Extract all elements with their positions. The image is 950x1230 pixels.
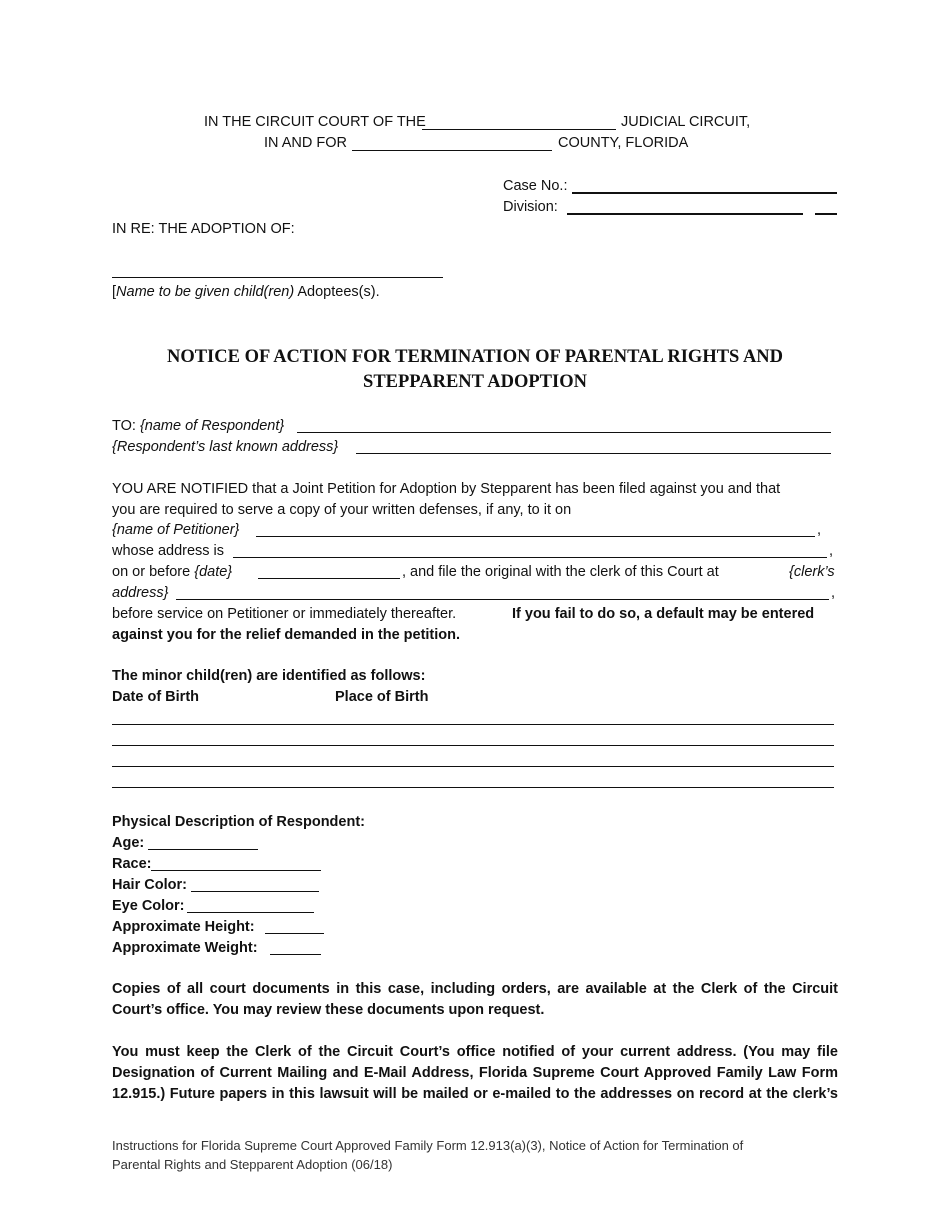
pob-column-label: Place of Birth xyxy=(335,689,429,705)
document-title xyxy=(112,345,838,395)
copies-line-1: Copies of all court documents in this case, including orders, are available at the Clerk of the Circuit xyxy=(112,981,838,997)
case-no-field[interactable] xyxy=(572,192,837,194)
children-heading: The minor child(ren) are identified as follows: xyxy=(112,668,426,684)
adoptee-name-field[interactable] xyxy=(112,277,443,278)
address-label: address} xyxy=(112,585,169,601)
hair-color-field[interactable] xyxy=(191,891,319,892)
keep-notified-line-3: 12.915.) Future papers in this lawsuit will be mailed or e-mailed to the addresses on record at the clerk’s xyxy=(112,1086,838,1102)
eye-color-label: Eye Color: xyxy=(112,898,185,914)
keep-notified-paragraph xyxy=(112,1042,838,1105)
clerk-address-comma: , xyxy=(831,585,836,601)
child-row-2[interactable] xyxy=(112,745,834,746)
before-service-text: before service on Petitioner or immediately thereafter. xyxy=(112,606,457,622)
respondent-name-label: {name of Respondent} xyxy=(139,418,285,434)
weight-field[interactable] xyxy=(270,954,321,955)
title-line-2: STEPPARENT ADOPTION xyxy=(363,372,587,392)
bracket-open: [ xyxy=(112,284,117,300)
eye-color-field[interactable] xyxy=(187,912,314,913)
page-footer xyxy=(112,1136,838,1174)
file-original-text: , and file the original with the clerk of this Court at xyxy=(402,564,719,580)
respondent-name-field[interactable] xyxy=(297,432,831,433)
child-row-4[interactable] xyxy=(112,787,834,788)
height-label: Approximate Height: xyxy=(112,919,255,935)
in-re-label: IN RE: THE ADOPTION OF: xyxy=(112,221,295,237)
county-caption-prefix: IN AND FOR xyxy=(264,135,347,151)
on-or-before-label: on or before xyxy=(112,564,195,580)
petitioner-name-field[interactable] xyxy=(256,536,815,537)
clerk-address-field[interactable] xyxy=(176,599,829,600)
adoptee-caption xyxy=(112,282,380,303)
date-field[interactable] xyxy=(258,578,400,579)
to-line xyxy=(112,416,284,437)
circuit-blank[interactable] xyxy=(422,129,616,130)
address-comma: , xyxy=(829,543,834,559)
age-label: Age: xyxy=(112,835,145,851)
adoptee-italic: Name to be given child(ren) xyxy=(116,284,295,300)
footer-line-2: Parental Rights and Stepparent Adoption (06/18) xyxy=(112,1157,393,1172)
description-heading: Physical Description of Respondent: xyxy=(112,814,365,830)
to-label: TO: xyxy=(112,418,140,434)
division-field-extra[interactable] xyxy=(815,213,837,215)
copies-line-2: Court’s office. You may review these documents upon request. xyxy=(112,1002,545,1018)
race-label: Race: xyxy=(112,856,152,872)
court-caption-prefix: IN THE CIRCUIT COURT OF THE xyxy=(204,114,426,130)
weight-label: Approximate Weight: xyxy=(112,940,258,956)
dob-column-label: Date of Birth xyxy=(112,689,199,705)
age-field[interactable] xyxy=(148,849,258,850)
respondent-address-field[interactable] xyxy=(356,453,831,454)
county-caption-suffix: COUNTY, FLORIDA xyxy=(558,135,689,151)
keep-notified-line-2: Designation of Current Mailing and E-Mail Address, Florida Supreme Court Approved Family Law Form xyxy=(112,1065,838,1081)
default-warning-2: against you for the relief demanded in the petition. xyxy=(112,627,461,643)
petitioner-address-field[interactable] xyxy=(233,557,827,558)
adoptee-rest: Adoptees(s). xyxy=(294,284,380,300)
court-caption-suffix: JUDICIAL CIRCUIT, xyxy=(621,114,751,130)
height-field[interactable] xyxy=(265,933,324,934)
notice-intro-1: YOU ARE NOTIFIED that a Joint Petition for Adoption by Stepparent has been filed against you and that xyxy=(112,481,781,497)
title-line-1: NOTICE OF ACTION FOR TERMINATION OF PARENTAL RIGHTS AND xyxy=(166,347,784,367)
respondent-address-label: {Respondent’s last known address} xyxy=(112,439,339,455)
division-label: Division: xyxy=(503,199,558,215)
petitioner-name-label: {name of Petitioner} xyxy=(112,522,240,538)
footer-line-1: Instructions for Florida Supreme Court Approved Family Form 12.913(a)(3), Notice of Action for Termination of xyxy=(112,1138,744,1153)
county-blank[interactable] xyxy=(352,150,552,151)
hair-color-label: Hair Color: xyxy=(112,877,187,893)
division-field[interactable] xyxy=(567,213,803,215)
case-no-label: Case No.: xyxy=(503,178,568,194)
whose-address-label: whose address is xyxy=(112,543,225,559)
keep-notified-line-1: You must keep the Clerk of the Circuit Court’s office notified of your current address. (You may file xyxy=(112,1044,838,1060)
notice-intro-2: you are required to serve a copy of your written defenses, if any, to it on xyxy=(112,502,572,518)
child-row-3[interactable] xyxy=(112,766,834,767)
default-warning-1: If you fail to do so, a default may be entered xyxy=(512,606,815,622)
race-field[interactable] xyxy=(151,870,321,871)
clerks-label: {clerk’s xyxy=(789,564,835,580)
child-row-1[interactable] xyxy=(112,724,834,725)
petitioner-comma: , xyxy=(817,522,822,538)
date-label: {date} xyxy=(194,564,233,580)
on-or-before xyxy=(112,562,232,583)
copies-paragraph xyxy=(112,979,838,1021)
